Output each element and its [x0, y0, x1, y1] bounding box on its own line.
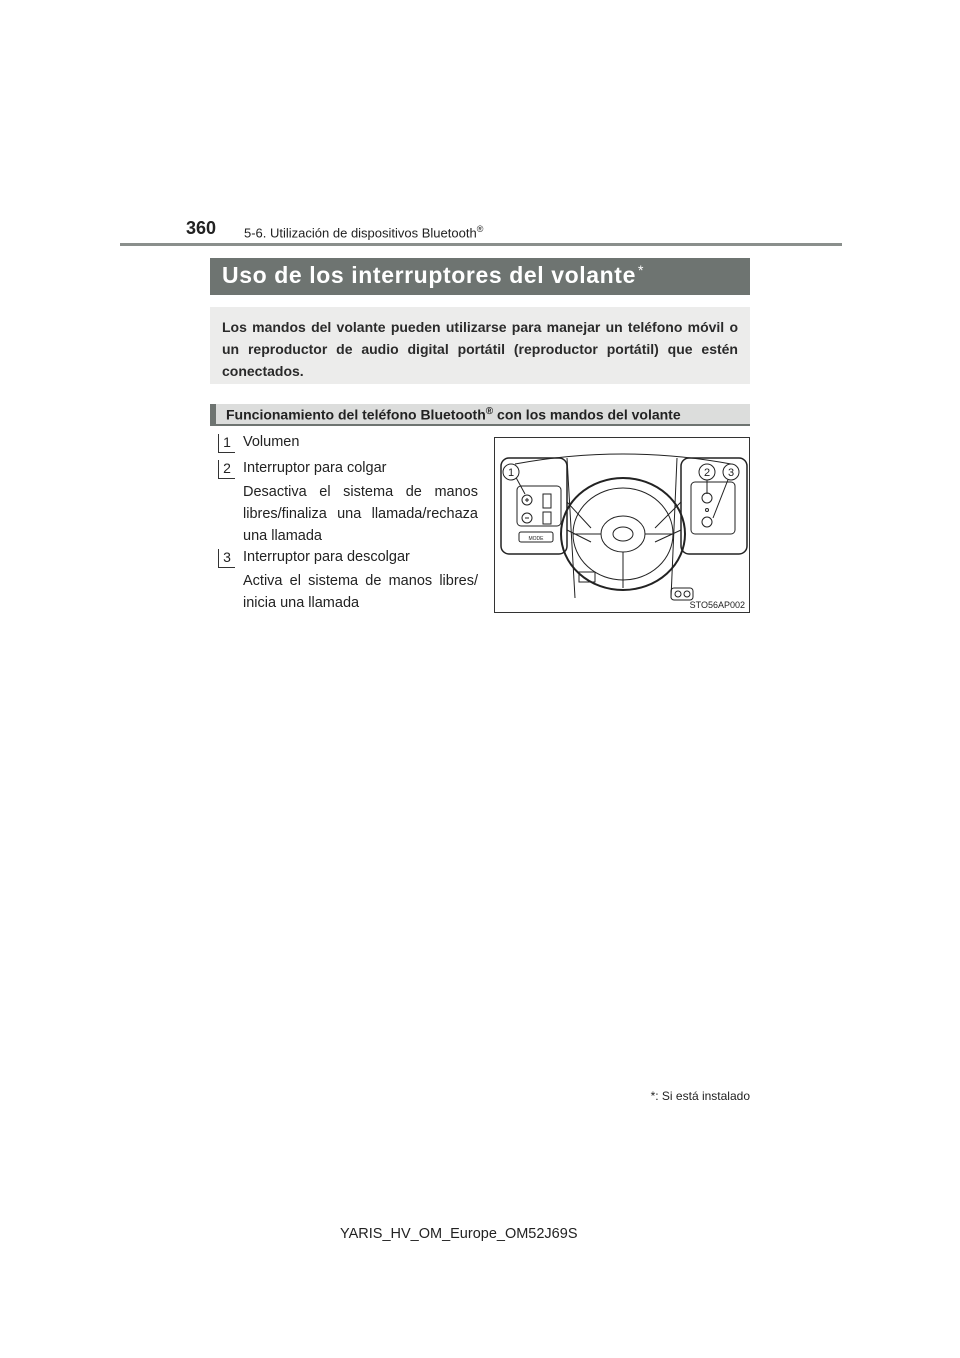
footnote: *: Si está instalado: [650, 1089, 750, 1103]
callout-3: 3: [727, 467, 735, 479]
figure-code: STO56AP002: [689, 600, 745, 610]
callout-1: 1: [507, 467, 515, 479]
section-title-text: Uso de los interruptores del volante: [222, 262, 636, 288]
item-number: 2: [218, 460, 235, 479]
item-title: Interruptor para colgar: [243, 460, 387, 476]
item-title: Interruptor para descolgar: [243, 549, 410, 565]
footer-code: YARIS_HV_OM_Europe_OM52J69S: [340, 1226, 578, 1242]
asterisk-icon: *: [637, 262, 645, 278]
mode-label: MODE: [528, 536, 544, 542]
item-title: Volumen: [243, 434, 300, 450]
subsection-title: [210, 404, 750, 426]
callout-2: 2: [703, 467, 711, 479]
chapter-title: [244, 224, 483, 240]
item-description: Activa el sistema de manos libres/ inicia una llamada: [243, 573, 478, 611]
item-description: Desactiva el sistema de manos libres/finaliza una llamada/rechaza una llamada: [243, 484, 478, 544]
intro-text: Los mandos del volante pueden utilizarse para manejar un teléfono móvil o un reproductor de audio digital portátil (reproductor portátil) que estén conectados.: [222, 319, 738, 379]
steering-switch-figure: [494, 437, 750, 613]
subsection-title-start: Funcionamiento del teléfono Bluetooth: [226, 406, 486, 423]
header-rule: [120, 243, 842, 246]
item-number: 3: [218, 549, 235, 568]
intro-box: [210, 307, 750, 384]
subsection-title-end: con los mandos del volante: [493, 406, 681, 423]
page-number: 360: [186, 218, 217, 238]
steering-wheel-illustration: [495, 438, 751, 614]
chapter-title-text: 5-6. Utilización de dispositivos Bluetooth: [244, 225, 477, 241]
subsection-registered-mark: ®: [485, 406, 494, 417]
section-title: [210, 258, 750, 295]
item-number: 1: [218, 434, 235, 453]
registered-mark: ®: [476, 224, 484, 234]
